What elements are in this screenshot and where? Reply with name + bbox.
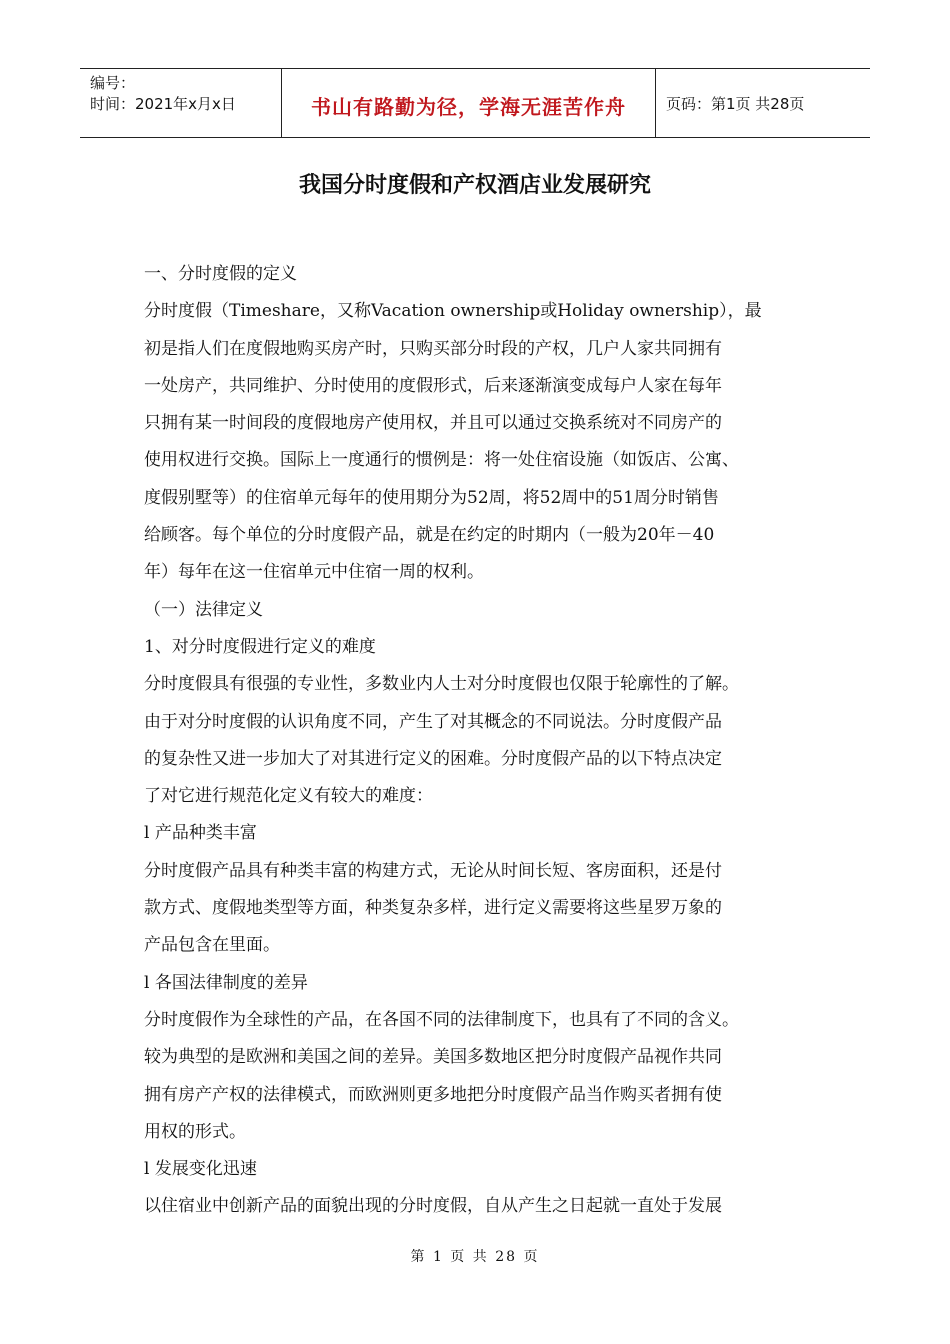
subsection-heading: 1、对分时度假进行定义的难度 (144, 636, 376, 657)
header-page-info: 页码：第1页 共28页 (666, 94, 805, 113)
document-number-label: 编号： (90, 74, 136, 92)
header-meta-cell (80, 69, 282, 137)
paragraph: 分时度假产品具有种类丰富的构建方式，无论从时间长短、客房面积，还是付 款方式、度假地类型等方面，种类复杂多样，进行定义需要将这些星罗万象的 产品包含在里面。 (144, 860, 722, 956)
header-motto: 书山有路勤为径，学海无涯苦作舟 (282, 69, 656, 137)
document-body (144, 256, 812, 1226)
bullet-heading: l 各国法律制度的差异 (144, 972, 308, 993)
document-time-label: 时间：2021年x月x日 (90, 95, 236, 113)
document-header (80, 68, 870, 138)
paragraph: 分时度假（Timeshare，又称Vacation ownership或Holiday ownership），最 初是指人们在度假地购买房产时，只购买部分时段的产权，几户人家共同拥有 一处房产，共同维护、分时使用的度假形式，后来逐渐演变成每户人家在每年 只拥有某一时间段的度假地房产使用权，并且可以通过交换系统对不同房产的 使用权进行交换。国际上一度通行的惯例是：将一处住宿设施（如饭店、公寓、 度假别墅等）的住宿单元每年的使用期分为52周，将52周中的51周分时销售 给顾客。每个单位的分时度假产品，就是在约定的时期内（一般为20年－40 年）每年在这一住宿单元中住宿一周的权利。 (144, 301, 762, 583)
bullet-heading: l 产品种类丰富 (144, 823, 257, 844)
page-footer: 第 1 页 共 28 页 (410, 1249, 540, 1265)
bullet-heading: l 发展变化迅速 (144, 1159, 257, 1180)
section-heading: 一、分时度假的定义 (144, 264, 297, 284)
paragraph: 分时度假作为全球性的产品，在各国不同的法律制度下，也具有了不同的含义。 较为典型的是欧洲和美国之间的差异。美国多数地区把分时度假产品视作共同 拥有房产产权的法律模式，而欧洲则更多地把分时度假产品当作购买者拥有使 用权的形式。 (144, 1009, 739, 1142)
paragraph: 以住宿业中创新产品的面貌出现的分时度假，自从产生之日起就一直处于发展 (144, 1196, 722, 1217)
document-title: 我国分时度假和产权酒店业发展研究 (298, 173, 651, 198)
subsection-heading: （一）法律定义 (144, 599, 263, 620)
paragraph: 分时度假具有很强的专业性，多数业内人士对分时度假也仅限于轮廓性的了解。 由于对分时度假的认识角度不同，产生了对其概念的不同说法。分时度假产品 的复杂性又进一步加大了对其进行定义的困难。分时度假产品的以下特点决定 了对它进行规范化定义有较大的难度： (144, 674, 739, 807)
